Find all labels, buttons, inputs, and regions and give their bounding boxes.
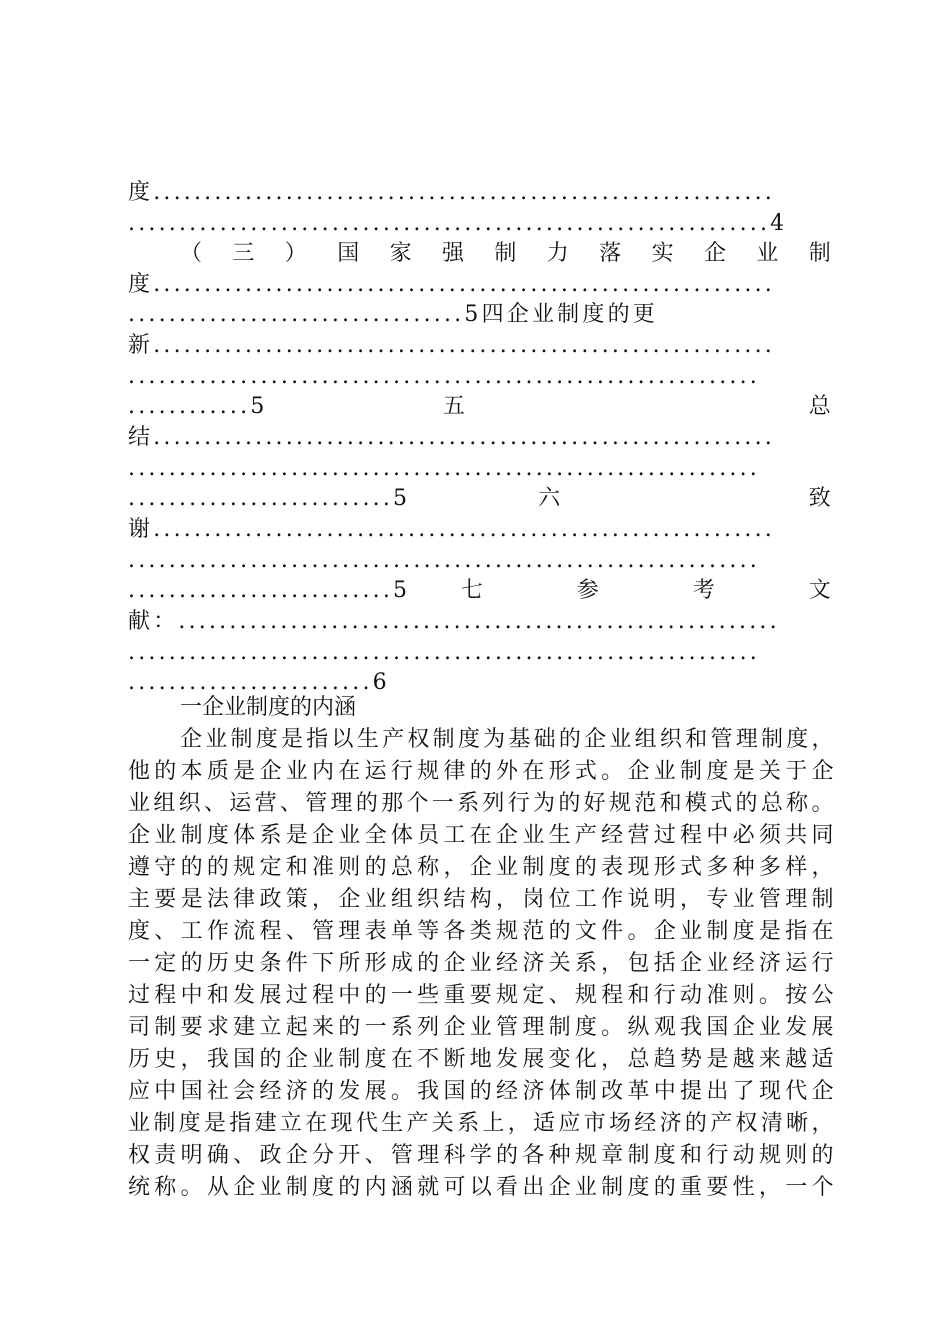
paragraph-line: 度、工作流程、管理表单等各类规范的文件。企业制度是指在 [128, 919, 834, 944]
toc-line: .............................................................. [128, 456, 760, 481]
paragraph-line: 过程中和发展过程中的一些重要规定、规程和行动准则。按公 [128, 983, 834, 1008]
paragraph-line: 权责明确、政企分开、管理科学的各种规章制度和行动规则的 [128, 1143, 834, 1168]
paragraph-line: 主要是法律政策，企业组织结构，岗位工作说明，专业管理制 [128, 887, 834, 912]
paragraph-line: 业组织、运营、管理的那个一系列行为的好规范和模式的总称。 [128, 791, 834, 816]
paragraph-line: 业制度是指建立在现代生产关系上，适应市场经济的产权清晰， [128, 1111, 834, 1136]
paragraph-line: 统称。从企业制度的内涵就可以看出企业制度的重要性，一个 [128, 1175, 834, 1200]
paragraph-line: 企业制度体系是企业全体员工在企业生产经营过程中必须共同 [128, 823, 834, 848]
paragraph-line: 一定的历史条件下所形成的企业经济关系，包括企业经济运行 [128, 951, 834, 976]
toc-line: 新............................................................. [128, 333, 775, 358]
toc-entry-zhixie: ..........................5 六 致 [128, 486, 834, 511]
toc-line: 度............................................................. [128, 180, 775, 205]
toc-line: 献：........................................................... [128, 609, 780, 634]
toc-line: 度............................................................. [128, 272, 775, 297]
toc-entry-zongjie: ............5 五 总 [128, 394, 834, 419]
toc-line: .............................................................. [128, 548, 760, 573]
paragraph-line: 企业制度是指以生产权制度为基础的企业组织和管理制度， [180, 727, 834, 752]
section-heading: 一企业制度的内涵 [180, 695, 357, 720]
paragraph-line: 应中国社会经济的发展。我国的经济体制改革中提出了现代企 [128, 1079, 834, 1104]
toc-line: ........................6 [128, 670, 390, 695]
toc-entry-guojia-qiangzhili: （三）国家强制力落实企业制 [180, 241, 834, 266]
toc-line: 谢............................................................. [128, 517, 775, 542]
paragraph-line: 他的本质是企业内在运行规律的外在形式。企业制度是关于企 [128, 759, 834, 784]
toc-line: 结............................................................. [128, 425, 775, 450]
toc-entry-cankao-wenxian: ..........................5 七 参 考 文 [128, 578, 834, 603]
paragraph-line: 遵守的的规定和准则的总称，企业制度的表现形式多种多样， [128, 855, 834, 880]
toc-line: ...............................................................4 [128, 211, 788, 236]
paragraph-line: 历史，我国的企业制度在不断地发展变化，总趋势是越来越适 [128, 1047, 834, 1072]
toc-line: .............................................................. [128, 364, 760, 389]
toc-entry-gengxin: .................................5四企业制度的更 [128, 302, 658, 327]
paragraph-line: 司制要求建立起来的一系列企业管理制度。纵观我国企业发展 [128, 1015, 834, 1040]
toc-line: .............................................................. [128, 640, 760, 665]
